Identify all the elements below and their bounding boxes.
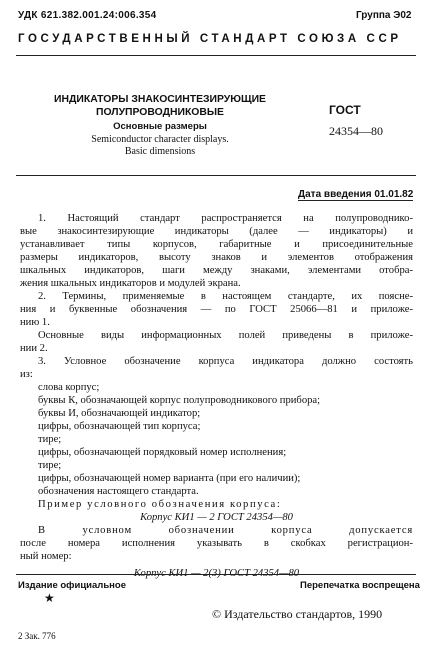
body-line: тире; (38, 434, 62, 445)
udc-code: УДК 621.382.001.24:006.354 (18, 10, 157, 21)
title-divider (16, 175, 416, 176)
body-line: 2. Термины, применяемые в настоящем стандарте, их поясне- (38, 291, 413, 302)
body-line: цифры, обозначающей тип корпуса; (38, 421, 201, 432)
body-line: после номера исполнения указывать в скобках регистрацион- (20, 538, 413, 549)
gost-number: 24354—80 (329, 124, 383, 138)
body-line: ный номер: (20, 551, 72, 562)
body-line: нию 1. (20, 317, 50, 328)
body-line: цифры, обозначающей номер варианта (при его наличии); (38, 473, 301, 484)
body-line: 3. Условное обозначение корпуса индикатора должно состоять (38, 356, 413, 367)
body-line: из: (20, 369, 33, 380)
order-number: 2 Зак. 776 (18, 631, 56, 641)
title-ru-line2: ПОЛУПРОВОДНИКОВЫЕ (96, 107, 224, 118)
gost-label: ГОСТ (329, 103, 361, 117)
footer-divider (16, 574, 416, 575)
example-heading: Пример условного обозначения корпуса: (38, 499, 282, 510)
body-line: жения шкальных индикаторов и модулей экрана. (20, 278, 241, 289)
body-line: цифры, обозначающей порядковый номер исполнения; (38, 447, 287, 458)
title-ru-subtitle: Основные размеры (113, 121, 207, 132)
body-line: устанавливает типы корпусов, габаритные и присоединительные (20, 239, 413, 250)
example-designation: Корпус КИ1 — 2 ГОСТ 24354—80 (140, 512, 293, 523)
body-line: буквы И, обозначающей индикатор; (38, 408, 201, 419)
body-line: обозначения настоящего стандарта. (38, 486, 199, 497)
header-divider (16, 55, 416, 56)
body-line: 1. Настоящий стандарт распространяется на полупроводнико- (38, 213, 413, 224)
publisher-copyright: © Издательство стандартов, 1990 (212, 607, 383, 621)
body-line: размеры индикаторов, высоту знаков и элементов отображения (20, 252, 413, 263)
standard-heading: ГОСУДАРСТВЕННЫЙ СТАНДАРТ СОЮЗА ССР (18, 33, 402, 45)
star-icon: ★ (44, 591, 55, 605)
group-code: Группа Э02 (356, 10, 412, 21)
body-text (20, 212, 413, 580)
title-en-line1: Semiconductor character displays. (91, 134, 229, 145)
body-line: Основные виды информационных полей приведены в приложе- (38, 330, 413, 341)
body-line: нии 2. (20, 343, 48, 354)
example-designation-registration: Корпус КИ1 — 2(3) ГОСТ 24354—80 (133, 568, 300, 579)
body-line: В условном обозначении корпуса допускается (38, 525, 413, 536)
title-en-line2: Basic dimensions (124, 146, 196, 157)
title-ru-line1: ИНДИКАТОРЫ ЗНАКОСИНТЕЗИРУЮЩИЕ (54, 94, 266, 105)
body-line: слова корпус; (38, 382, 100, 393)
reprint-notice: Перепечатка воспрещена (300, 580, 420, 591)
body-line: шкальных индикаторов, шаги между знаками, элементами отобра- (20, 265, 413, 276)
body-line: тире; (38, 460, 62, 471)
body-line: вые знакосинтезирующие индикаторы (далее — индикаторы) и (20, 226, 413, 237)
body-line: буквы К, обозначающей корпус полупроводникового прибора; (38, 395, 321, 406)
body-line: ния и буквенные обозначения — по ГОСТ 25066—81 и приложе- (20, 304, 413, 315)
intro-date: Дата введения 01.01.82 (298, 189, 414, 200)
official-edition: Издание официальное (18, 580, 126, 591)
